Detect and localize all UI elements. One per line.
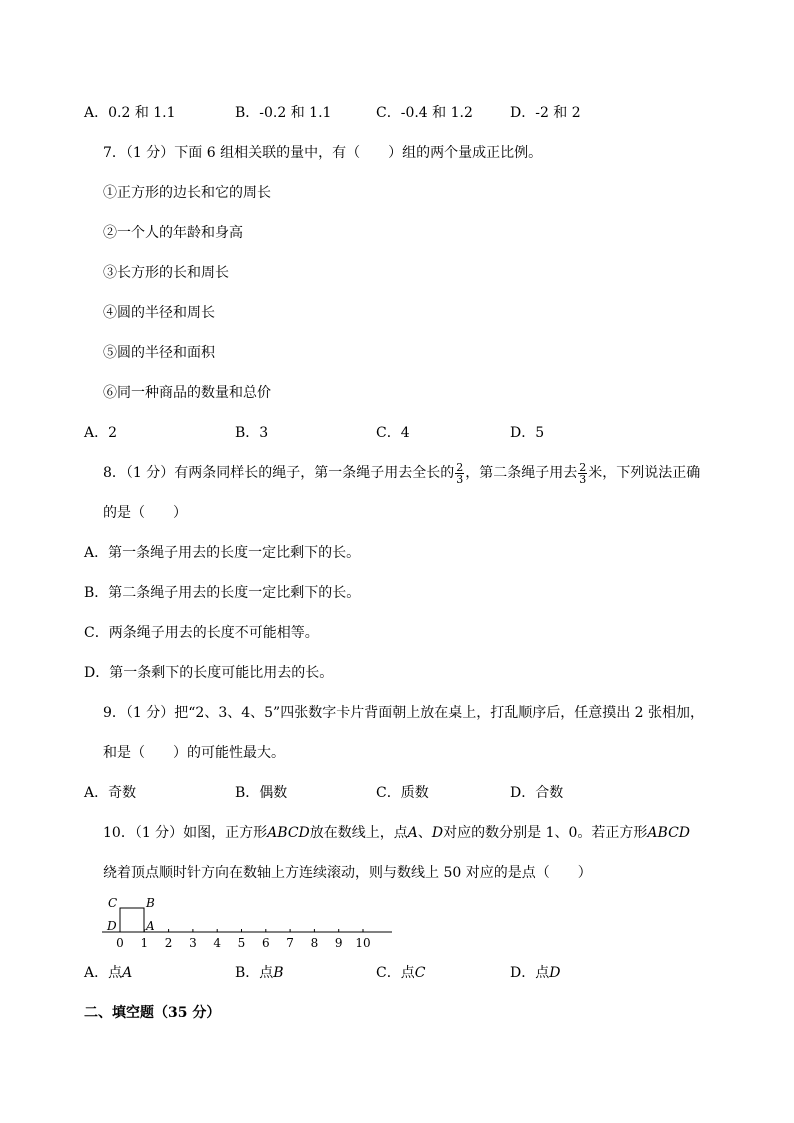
q10-option-d-point: D [549, 965, 561, 981]
q7-option-b: B．3 [235, 425, 269, 441]
q6-option-c: C．-0.4 和 1.2 [376, 105, 473, 121]
q8-fraction-1-numerator: 2 [456, 460, 464, 474]
tick-label-2: 2 [164, 936, 173, 950]
vertex-label-c: C [108, 896, 118, 910]
q10-stem-c: 、 [417, 825, 432, 841]
q10-option-b-prefix: B．点 [235, 965, 274, 981]
q7-item-4: ④圆的半径和周长 [103, 305, 215, 321]
tick-label-9: 9 [334, 936, 343, 950]
tick-label-5: 5 [237, 936, 246, 950]
q7-option-d: D．5 [510, 425, 545, 441]
tick-label-10: 10 [355, 936, 371, 950]
q8-stem-line2: 的是（ ） [103, 505, 187, 521]
q8-stem-part2: ，第二条绳子用去 [465, 465, 578, 481]
q8-option-c: C．两条绳子用去的长度不可能相等。 [84, 625, 319, 641]
q10-stem-d: 对应的数分别是 1、0。若正方形 [443, 825, 648, 841]
q8-fraction-2-numerator: 2 [579, 460, 587, 474]
q10-option-a-prefix: A．点 [84, 965, 123, 981]
q10-stem-a: 10．（1 分）如图，正方形 [103, 825, 268, 841]
q10-option-d [510, 964, 560, 982]
q10-stem-line1 [103, 824, 690, 842]
section-2-title: 二、填空题（35 分） [84, 1005, 221, 1021]
vertex-label-d: D [107, 919, 117, 933]
q10-stem-line2: 绕着顶点顺时针方向在数轴上方连续滚动，则与数线上 50 对应的是点（ ） [103, 865, 592, 881]
tick-label-4: 4 [213, 936, 222, 950]
q9-stem-line1: 9．（1 分）把“2、3、4、5”四张数字卡片背面朝上放在桌上，打乱顺序后，任意摸出 2 张相加， [103, 705, 705, 721]
q10-option-b [235, 964, 284, 982]
q7-item-3: ③长方形的长和周长 [103, 265, 229, 281]
tick-label-0: 0 [116, 936, 124, 950]
tick-label-8: 8 [310, 936, 319, 950]
q9-option-a: A．奇数 [84, 785, 137, 801]
vertex-label-a: A [146, 919, 155, 933]
q10-option-b-point: B [273, 965, 284, 981]
q6-option-b: B．-0.2 和 1.1 [235, 105, 332, 121]
square-abcd [120, 908, 144, 932]
q8-fraction-2-denominator: 3 [579, 472, 587, 486]
q6-option-d: D．-2 和 2 [510, 105, 581, 121]
q10-square-name-2: ABCD [647, 825, 691, 841]
q10-option-c-point: C [414, 965, 426, 981]
q10-point-d: D [431, 825, 444, 841]
q10-option-c [376, 964, 425, 982]
q10-stem-b: 放在数线上，点 [309, 825, 408, 841]
q8-stem-part1: 8．（1 分）有两条同样长的绳子，第一条绳子用去全长的 [103, 465, 455, 481]
q8-option-d: D．第一条剩下的长度可能比用去的长。 [84, 665, 334, 681]
tick-label-1: 1 [140, 936, 149, 950]
q7-item-6: ⑥同一种商品的数量和总价 [103, 385, 271, 401]
q8-stem [103, 458, 700, 488]
tick-label-7: 7 [286, 936, 294, 950]
number-line-figure [98, 895, 398, 955]
q10-square-name: ABCD [267, 825, 310, 841]
q8-option-a: A．第一条绳子用去的长度一定比剩下的长。 [84, 545, 361, 561]
q7-option-c: C．4 [376, 425, 410, 441]
q9-option-b: B．偶数 [235, 785, 288, 801]
tick-label-6: 6 [261, 936, 270, 950]
q8-option-b: B．第二条绳子用去的长度一定比剩下的长。 [84, 585, 361, 601]
q10-option-a-point: A [122, 965, 133, 981]
q7-stem: 7．（1 分）下面 6 组相关联的量中，有（ ）组的两个量成正比例。 [103, 145, 543, 161]
q7-item-2: ②一个人的年龄和身高 [103, 225, 243, 241]
q7-item-5: ⑤圆的半径和面积 [103, 345, 215, 361]
q6-option-a: A．0.2 和 1.1 [84, 105, 176, 121]
q7-option-a: A．2 [84, 425, 118, 441]
q10-option-c-prefix: C．点 [376, 965, 415, 981]
vertex-label-b: B [146, 896, 155, 910]
tick-label-3: 3 [189, 936, 197, 950]
q8-fraction-1-denominator: 3 [456, 472, 464, 486]
q10-option-d-prefix: D．点 [510, 965, 550, 981]
q8-fraction-2 [578, 462, 587, 485]
q9-option-c: C．质数 [376, 785, 429, 801]
q8-fraction-1 [455, 462, 464, 485]
q9-stem-line2: 和是（ ）的可能性最大。 [103, 745, 285, 761]
q10-option-a [84, 964, 132, 982]
q9-option-d: D．合数 [510, 785, 564, 801]
q7-item-1: ①正方形的边长和它的周长 [103, 185, 271, 201]
q8-stem-part3: 米，下列说法正确 [588, 465, 701, 481]
q10-point-a: A [407, 825, 418, 841]
